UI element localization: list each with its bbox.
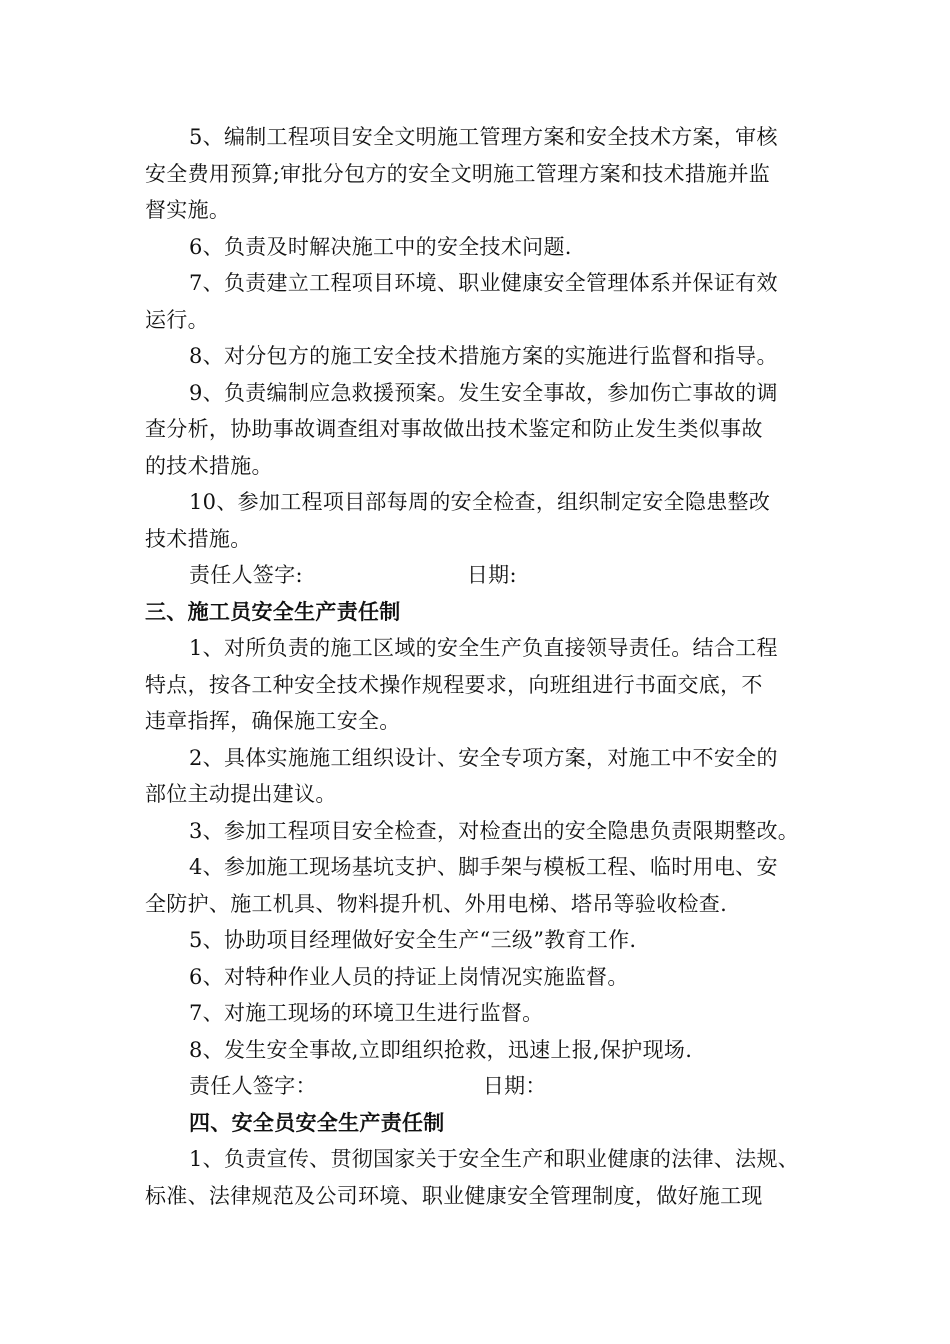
paragraph-line: 5、协助项目经理做好安全生产“三级”教育工作. [189,928,637,952]
paragraph-line: 10、参加工程项目部每周的安全检查，组织制定安全隐患整改 [189,490,771,514]
paragraph-line: 7、负责建立工程项目环境、职业健康安全管理体系并保证有效 [189,271,778,295]
signature-line-1 [145,557,810,594]
paragraph-line: 1、负责宣传、贯彻国家关于安全生产和职业健康的法律、法规、 [189,1147,800,1171]
paragraph-line: 全防护、施工机具、物料提升机、外用电梯、塔吊等验收检查. [145,891,728,916]
paragraph-line: 违章指挥，确保施工安全。 [145,709,401,733]
paragraph-line: 部位主动提出建议。 [145,782,337,806]
paragraph-line: 运行。 [145,307,209,332]
signature-label: 责任人签字： [189,1074,317,1098]
paragraph-line: 4、参加施工现场基坑支护、脚手架与模板工程、临时用电、安 [189,855,778,879]
signature-line-2 [145,1068,810,1105]
date-label: 日期： [482,1074,547,1098]
paragraph-line: 查分析，协助事故调查组对事故做出技术鉴定和防止发生类似事故 [145,417,763,441]
section-safety-officer-duties [145,1141,810,1214]
paragraph-line: 督实施。 [145,198,231,222]
document-page [145,119,810,1214]
paragraph-line: 3、参加工程项目安全检查，对检查出的安全隐患负责限期整改。 [189,818,800,843]
paragraph-line: 9、负责编制应急救援预案。发生安全事故，参加伤亡事故的调 [189,380,778,405]
paragraph-line: 7、对施工现场的环境卫生进行监督。 [189,1001,544,1025]
paragraph-line: 6、对特种作业人员的持证上岗情况实施监督。 [189,964,629,989]
section-heading-3: 三、施工员安全生产责任制 [145,599,401,624]
paragraph-line: 2、具体实施施工组织设计、安全专项方案，对施工中不安全的 [189,745,778,770]
signature-label: 责任人签字: [189,563,303,587]
paragraph-line: 标准、法律规范及公司环境、职业健康安全管理制度，做好施工现 [145,1183,763,1208]
paragraph-line: 8、发生安全事故,立即组织抢救，迅速上报,保护现场. [189,1037,693,1062]
paragraph-line: 的技术措施。 [145,453,273,478]
section-safety-tech-duties [145,119,810,557]
paragraph-line: 特点，按各工种安全技术操作规程要求，向班组进行书面交底，不 [145,672,763,697]
date-label: 日期: [466,563,517,587]
section-heading-4: 四、安全员安全生产责任制 [189,1110,445,1135]
paragraph-line: 安全费用预算;审批分包方的安全文明施工管理方案和技术措施并监 [145,161,771,186]
paragraph-line: 1、对所负责的施工区域的安全生产负直接领导责任。结合工程 [189,636,778,660]
paragraph-line: 技术措施。 [145,526,252,551]
paragraph-line: 6、负责及时解决施工中的安全技术问题. [189,234,572,259]
paragraph-line: 8、对分包方的施工安全技术措施方案的实施进行监督和指导。 [189,344,778,368]
section-construction-worker-duties [145,630,810,1068]
paragraph-line: 5、编制工程项目安全文明施工管理方案和安全技术方案，审核 [189,125,778,149]
